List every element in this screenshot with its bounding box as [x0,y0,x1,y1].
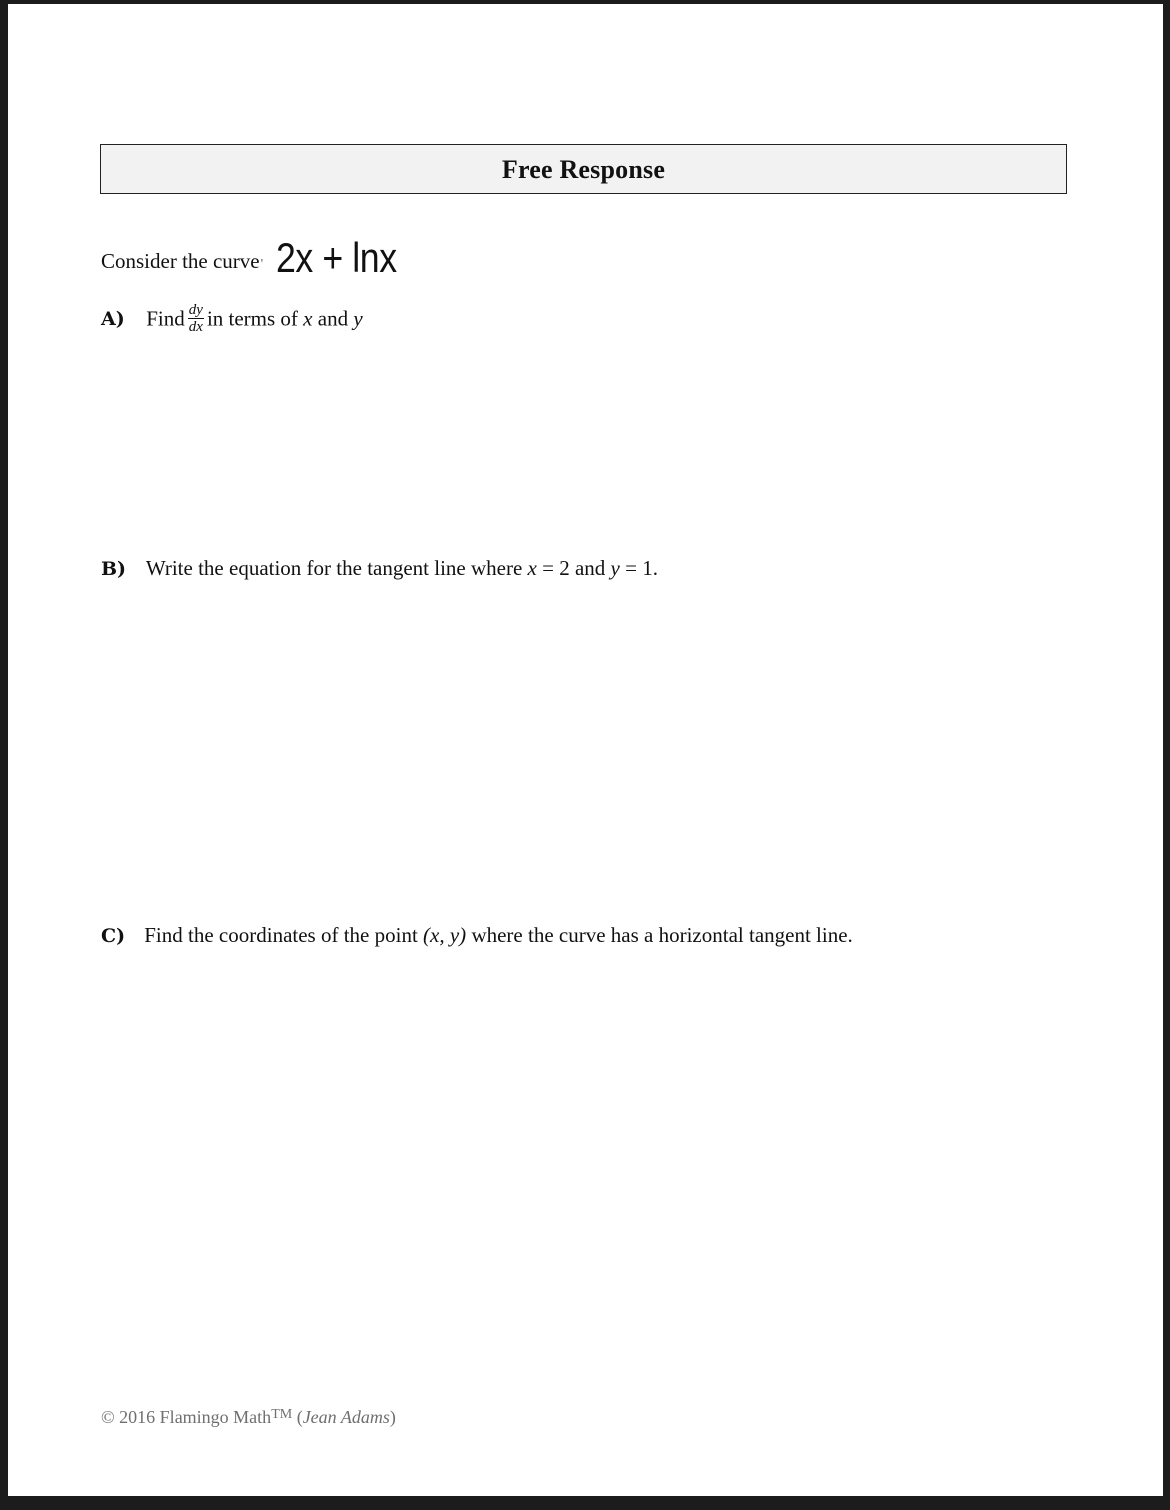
question-text: and [574,556,606,580]
math-variable: x [527,556,537,580]
author-close: ) [389,1407,396,1427]
question-letter: B) [101,558,127,580]
math-variable: x [303,306,313,331]
question-letter: C) [101,925,126,947]
intro-text: Consider the curve [101,249,260,273]
question-text: Find [146,306,185,331]
stray-mark: ' [260,257,264,272]
question-text: Find the coordinates of the point [144,923,418,947]
derivative-fraction [188,302,204,335]
question-text: in terms of [206,306,298,331]
math-variable: y [353,306,363,331]
header-banner [100,144,1067,194]
question-b [101,556,658,581]
worksheet-page [8,4,1163,1496]
math-point: (x, y) [423,923,467,947]
author-name: Jean Adams [302,1407,390,1427]
fraction-numerator: dy [188,302,203,318]
page-title: Free Response [501,155,666,184]
copyright-footer [101,1407,396,1428]
question-text: and [317,306,349,331]
question-c [101,923,853,948]
question-a [101,304,363,337]
math-variable: y [610,556,620,580]
math-expression: = 2 [542,556,570,580]
intro-line [101,230,418,280]
fraction-denominator: dx [188,319,203,335]
question-letter: A) [101,308,125,331]
question-text: where the curve has a horizontal tangent line. [471,923,853,947]
author-open: ( [296,1407,303,1427]
math-expression: = 1. [625,556,658,580]
question-text: Write the equation for the tangent line where [145,556,523,580]
curve-equation: 2x + lnx [276,234,397,281]
trademark-mark: TM [271,1407,293,1422]
copyright-text: © 2016 Flamingo Math [101,1407,272,1427]
